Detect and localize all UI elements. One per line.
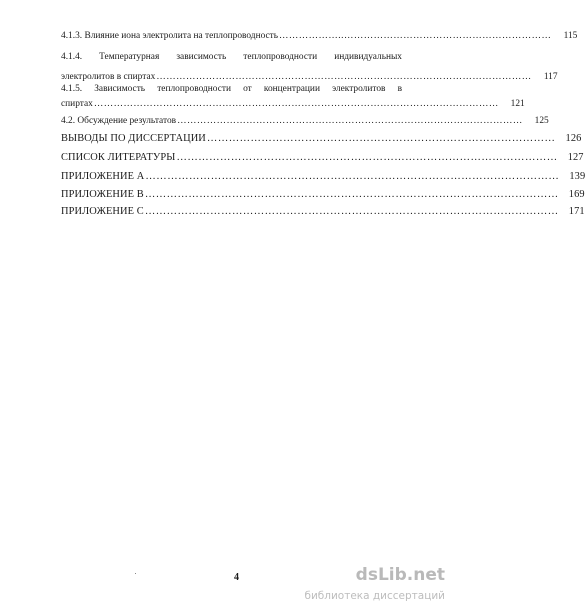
toc-entry-title: электролитов в спиртах: [61, 72, 156, 82]
toc-leader-dots: ……………………………………………………………………………………………………: [145, 171, 560, 182]
toc-page-number: 139: [569, 171, 585, 182]
toc-entry-4-1-4[interactable]: [61, 51, 558, 83]
toc-entry-title: ПРИЛОЖЕНИЕ С: [61, 206, 144, 217]
toc-entry-line: [61, 133, 582, 145]
toc-entry-title: 4.1.3. Влияние иона электролита на теплопроводность: [61, 31, 279, 41]
toc-page-number: 171: [568, 206, 585, 217]
toc-entry-references[interactable]: [61, 152, 584, 164]
toc-entry-title: СПИСОК ЛИТЕРАТУРЫ: [61, 152, 176, 163]
toc-leader-dots: ……………………………………………………………………………………………………: [156, 72, 532, 82]
toc-entry-line: [61, 171, 585, 183]
toc-leader-dots: ……………………………………………………………………………………………: [177, 116, 523, 126]
toc-entry-line: [61, 189, 585, 201]
toc-entry-line: [61, 98, 525, 110]
toc-entry-appendix-c[interactable]: [61, 206, 585, 218]
watermark-logo: dsLib.net: [355, 565, 445, 585]
toc-page-number: 169: [568, 189, 585, 200]
page-number: 4: [234, 572, 239, 583]
toc-entry-appendix-a[interactable]: [61, 171, 585, 183]
toc-leader-dots: ……………………………………………………………………………………………………: [144, 189, 559, 200]
toc-entry-title: спиртах: [61, 99, 93, 109]
toc-page-number: 115: [563, 31, 578, 41]
toc-entry-4-1-3[interactable]: [61, 30, 578, 42]
toc-entry-4-2[interactable]: [61, 115, 549, 127]
watermark: [304, 565, 448, 607]
toc-page-number: 125: [534, 116, 549, 126]
toc-entry-line: [61, 30, 578, 42]
watermark-subtitle: библиотека диссертаций: [304, 590, 445, 602]
toc-entry-conclusions[interactable]: [61, 133, 582, 145]
toc-entry-line: [61, 71, 558, 83]
toc-page-number: 117: [543, 72, 558, 82]
toc-leader-dots: ……………………………………………………………………………………………………: [144, 206, 559, 217]
toc-entry-4-1-5[interactable]: [61, 83, 525, 110]
toc-entry-title: 4.2. Обсуждение результатов: [61, 116, 177, 126]
toc-entry-title: ПРИЛОЖЕНИЕ В: [61, 189, 144, 200]
toc-entry-title-line1: 4.1.5. Зависимость теплопроводности от концентрации электролитов в: [61, 84, 402, 94]
toc-entry-appendix-b[interactable]: [61, 189, 585, 201]
toc-page-number: 121: [510, 99, 525, 109]
toc-page-number: 126: [565, 133, 582, 144]
toc-entry-title: ПРИЛОЖЕНИЕ А: [61, 171, 145, 182]
toc-entry-line: [61, 206, 585, 218]
toc-entry-line: [61, 115, 549, 127]
toc-entry-title: ВЫВОДЫ ПО ДИССЕРТАЦИИ: [61, 133, 206, 144]
toc-leader-dots: ………………..………………………………………………………: [279, 31, 552, 41]
toc-entry-title-line1: 4.1.4. Температурная зависимость теплопроводности индивидуальных: [61, 52, 402, 62]
toc-entry-line: [61, 152, 584, 164]
toc-leader-dots: ……………………………………………………………………………………………………………: [93, 99, 499, 109]
toc-leader-dots: ……………………………………………………………………………………: [206, 133, 556, 144]
scan-speck: [135, 573, 136, 574]
toc-leader-dots: ……………………………………………………………………………………………: [176, 152, 558, 163]
toc-page-number: 127: [567, 152, 584, 163]
